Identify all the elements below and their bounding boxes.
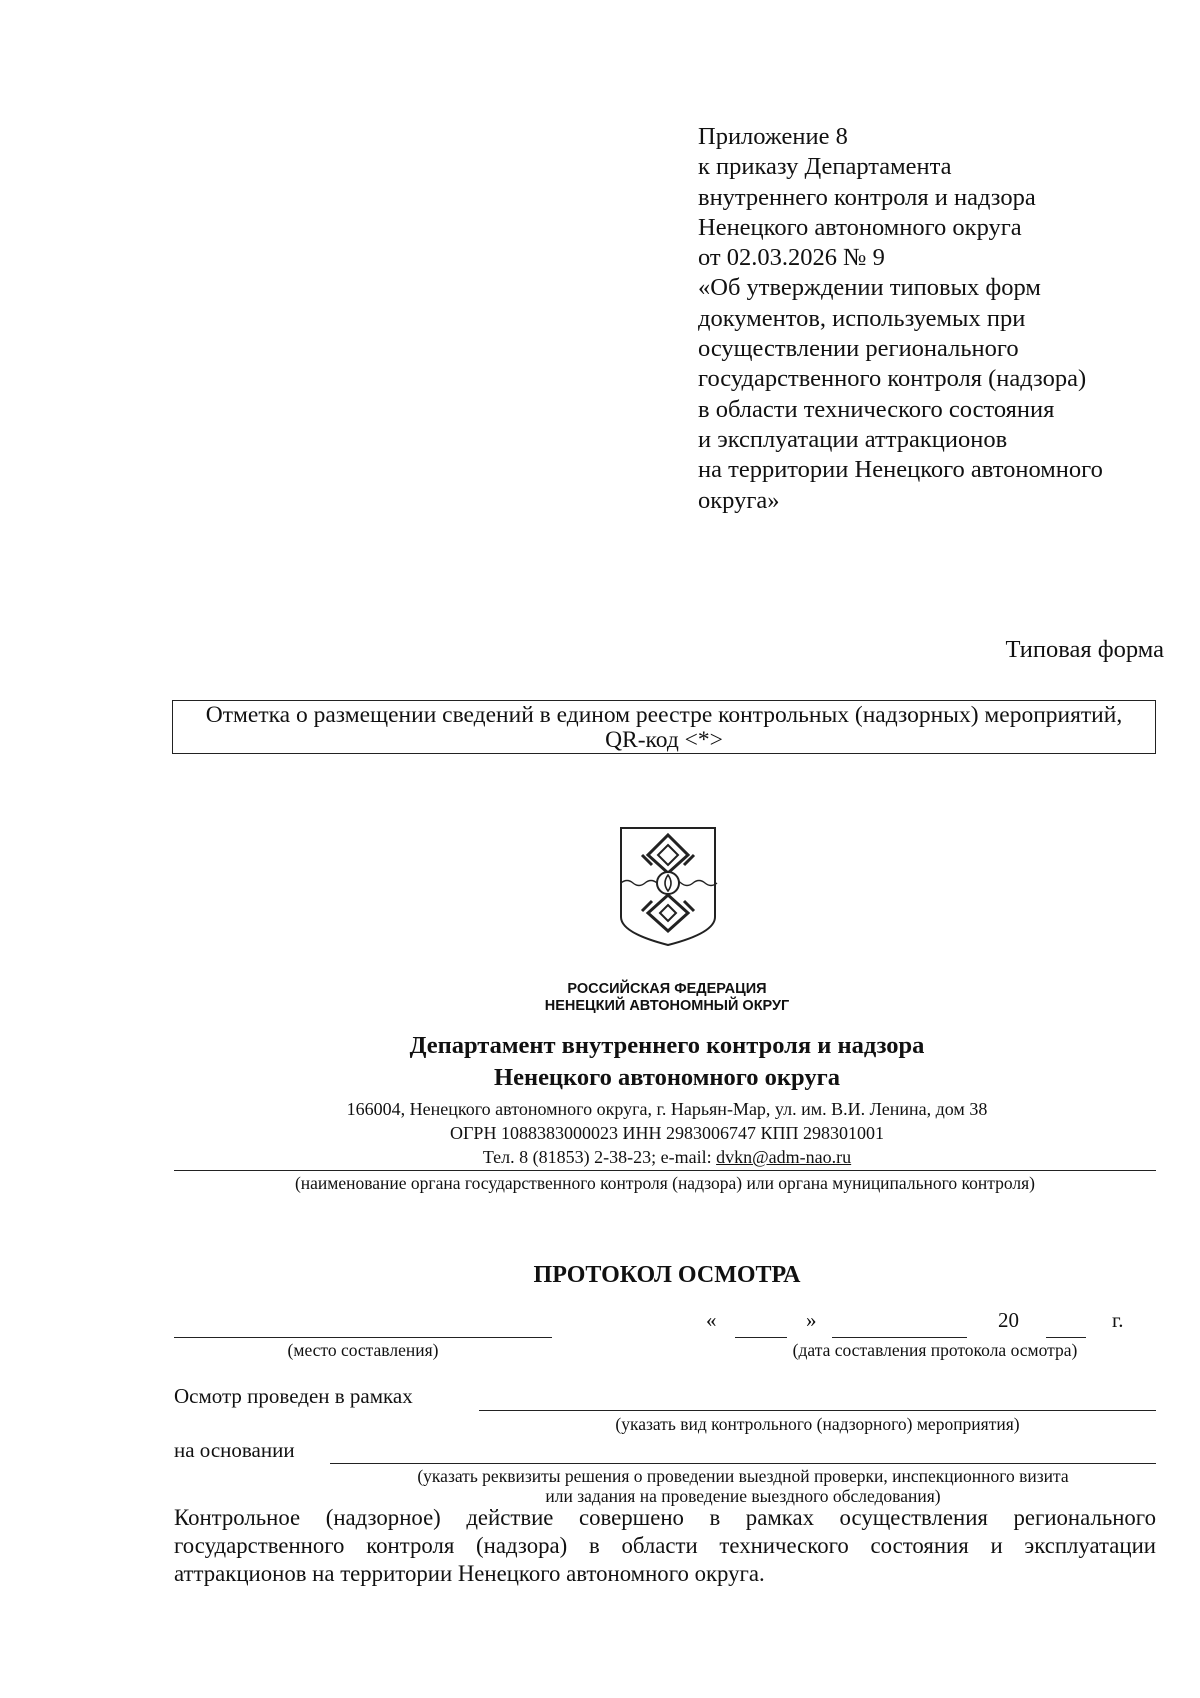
day-field-line[interactable] — [735, 1337, 787, 1338]
appendix-line: осуществлении регионального — [698, 335, 1019, 363]
appendix-line: внутреннего контроля и надзора — [698, 183, 1036, 211]
department-name-line2: Ненецкого автономного округа — [494, 1064, 840, 1091]
inspection-type-field-line[interactable] — [479, 1410, 1156, 1411]
department-name-line1: Департамент внутреннего контроля и надзора — [409, 1032, 925, 1059]
appendix-line: от 02.03.2026 № 9 — [698, 244, 885, 272]
org-name-caption: (наименование органа государственного контроля (надзора) или органа муниципального контроля) — [294, 1173, 1036, 1193]
org-name-rule — [174, 1170, 1156, 1171]
country-label: РОССИЙСКАЯ ФЕДЕРАЦИЯ — [567, 981, 767, 997]
registration-ids: ОГРН 1088383000023 ИНН 2983006747 КПП 298301001 — [450, 1123, 884, 1143]
date-quote-close: » — [806, 1308, 817, 1332]
year-suffix: г. — [1112, 1308, 1124, 1332]
appendix-line: и эксплуатации аттракционов — [698, 425, 1008, 453]
appendix-reference — [698, 122, 1168, 516]
form-type-label: Типовая форма — [1005, 636, 1164, 663]
body-paragraph: Контрольное (надзорное) действие совершено в рамках осуществления регионального государственного контроля (надзора) в области технического состояния и эксплуатации аттракционов на территории Ненецкого автономного округа. — [174, 1505, 1156, 1586]
place-caption: (место составления) — [287, 1340, 439, 1360]
contacts-line — [0, 1145, 1200, 1169]
appendix-line: «Об утверждении типовых форм — [698, 274, 1041, 302]
region-label: НЕНЕЦКИЙ АВТОНОМНЫЙ ОКРУГ — [544, 998, 790, 1014]
basis-label: на основании — [174, 1438, 295, 1462]
coat-of-arms-icon — [618, 825, 718, 948]
basis-field-line[interactable] — [330, 1463, 1156, 1464]
appendix-line: к приказу Департамента — [698, 153, 952, 181]
appendix-line: документов, используемых при — [698, 304, 1026, 332]
year-field-line[interactable] — [1046, 1337, 1086, 1338]
registry-box-line2: QR-код <*> — [605, 727, 723, 753]
place-field-line[interactable] — [174, 1337, 552, 1338]
appendix-line: на территории Ненецкого автономного — [698, 456, 1103, 484]
address-line: 166004, Ненецкого автономного округа, г. Нарьян-Мар, ул. им. В.И. Ленина, дом 38 — [346, 1099, 988, 1119]
email-link[interactable]: dvkn@adm-nao.ru — [716, 1147, 852, 1167]
basis-caption-line2: или задания на проведение выездного обследования) — [545, 1486, 941, 1506]
appendix-line: государственного контроля (надзора) — [698, 365, 1087, 393]
date-quote-open: « — [706, 1308, 717, 1332]
appendix-line: Ненецкого автономного округа — [698, 213, 1022, 241]
registry-box-line1: Отметка о размещении сведений в едином реестре контрольных (надзорных) мероприятий, — [205, 702, 1123, 728]
protocol-title: ПРОТОКОЛ ОСМОТРА — [533, 1262, 801, 1288]
phone-label: Тел. 8 (81853) 2-38-23; e-mail: — [482, 1147, 717, 1167]
year-prefix: 20 — [998, 1308, 1019, 1332]
appendix-line: Приложение 8 — [698, 123, 848, 150]
date-caption: (дата составления протокола осмотра) — [792, 1340, 1078, 1360]
month-field-line[interactable] — [832, 1337, 967, 1338]
registry-box — [172, 700, 1156, 754]
appendix-line: в области технического состояния — [698, 395, 1055, 423]
inspection-type-caption: (указать вид контрольного (надзорного) мероприятия) — [615, 1414, 1020, 1434]
basis-caption-line1: (указать реквизиты решения о проведении выездной проверки, инспекционного визита — [417, 1466, 1069, 1486]
inspection-label: Осмотр проведен в рамках — [174, 1384, 413, 1408]
appendix-line: округа» — [698, 486, 780, 514]
